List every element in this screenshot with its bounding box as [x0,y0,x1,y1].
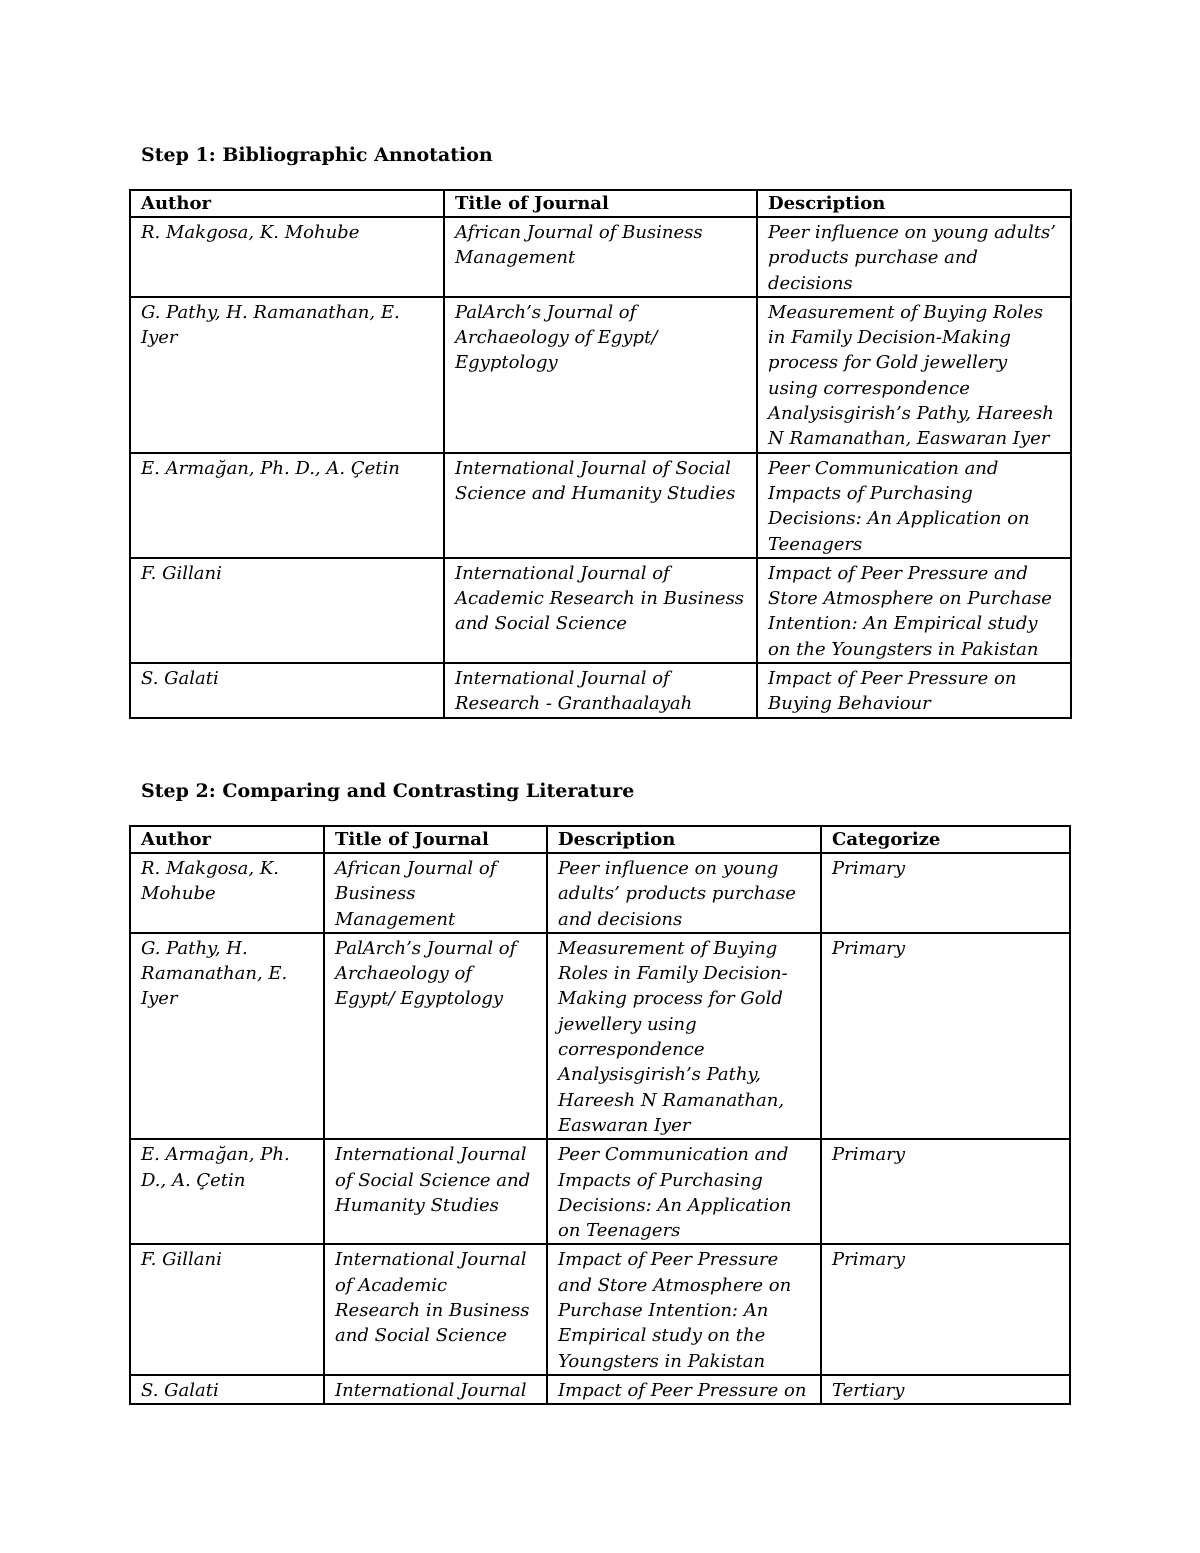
step1-heading: Step 1: Bibliographic Annotation [141,144,493,166]
journal-cell: African Journal of Business Management [444,217,757,297]
table-header-row [130,190,1071,217]
header-author: Author [130,190,444,217]
description-cell: Measurement of Buying Roles in Family Decision-Making process for Gold jewellery using correspondence Analysisgirish’s Pathy, Hareesh N Ramanathan, Easwaran Iyer [547,933,821,1139]
header-description: Description [547,826,821,853]
table-header-row [130,826,1070,853]
table-row [130,558,1071,663]
description-cell: Impact of Peer Pressure on Buying Behaviour [757,663,1071,718]
author-cell: S. Galati [130,1375,324,1404]
description-cell: Measurement of Buying Roles in Family Decision-Making process for Gold jewellery using correspondence Analysisgirish’s Pathy, Hareesh N Ramanathan, Easwaran Iyer [757,297,1071,453]
header-journal: Title of Journal [444,190,757,217]
description-cell: Peer Communication and Impacts of Purchasing Decisions: An Application on Teenagers [757,453,1071,558]
journal-cell: International Journal of Social Science and Humanity Studies [324,1139,547,1244]
journal-cell: African Journal of Business Management [324,853,547,933]
table-row [130,453,1071,558]
journal-cell: International Journal of Social Science and Humanity Studies [444,453,757,558]
bibliographic-annotation-table [129,189,1072,719]
table-row [130,297,1071,453]
description-cell: Peer influence on young adults’ products purchase and decisions [547,853,821,933]
table-row [130,853,1070,933]
author-cell: F. Gillani [130,558,444,663]
table-row [130,1375,1070,1404]
category-cell: Primary [821,853,1070,933]
author-cell: G. Pathy, H. Ramanathan, E. Iyer [130,297,444,453]
journal-cell: International Journal of Academic Research in Business and Social Science [324,1244,547,1374]
journal-cell: PalArch’s Journal of Archaeology of Egypt/ Egyptology [324,933,547,1139]
comparing-literature-table [129,825,1071,1405]
author-cell: E. Armağan, Ph. D., A. Çetin [130,453,444,558]
description-cell: Impact of Peer Pressure and Store Atmosphere on Purchase Intention: An Empirical study on the Youngsters in Pakistan [547,1244,821,1374]
header-categorize: Categorize [821,826,1070,853]
author-cell: R. Makgosa, K. Mohube [130,853,324,933]
table-row [130,933,1070,1139]
table-row [130,1244,1070,1374]
table-row [130,217,1071,297]
description-cell: Impact of Peer Pressure and Store Atmosphere on Purchase Intention: An Empirical study on the Youngsters in Pakistan [757,558,1071,663]
author-cell: E. Armağan, Ph. D., A. Çetin [130,1139,324,1244]
header-journal: Title of Journal [324,826,547,853]
header-author: Author [130,826,324,853]
author-cell: S. Galati [130,663,444,718]
description-cell: Impact of Peer Pressure on [547,1375,821,1404]
category-cell: Primary [821,933,1070,1139]
table-row [130,663,1071,718]
category-cell: Primary [821,1139,1070,1244]
step2-heading: Step 2: Comparing and Contrasting Literature [141,780,635,802]
journal-cell: International Journal of Research - Granthaalayah [444,663,757,718]
journal-cell: PalArch’s Journal of Archaeology of Egypt/ Egyptology [444,297,757,453]
category-cell: Tertiary [821,1375,1070,1404]
description-cell: Peer Communication and Impacts of Purchasing Decisions: An Application on Teenagers [547,1139,821,1244]
category-cell: Primary [821,1244,1070,1374]
description-cell: Peer influence on young adults’ products purchase and decisions [757,217,1071,297]
table-row [130,1139,1070,1244]
journal-cell: International Journal [324,1375,547,1404]
header-description: Description [757,190,1071,217]
journal-cell: International Journal of Academic Research in Business and Social Science [444,558,757,663]
author-cell: G. Pathy, H. Ramanathan, E. Iyer [130,933,324,1139]
author-cell: R. Makgosa, K. Mohube [130,217,444,297]
author-cell: F. Gillani [130,1244,324,1374]
